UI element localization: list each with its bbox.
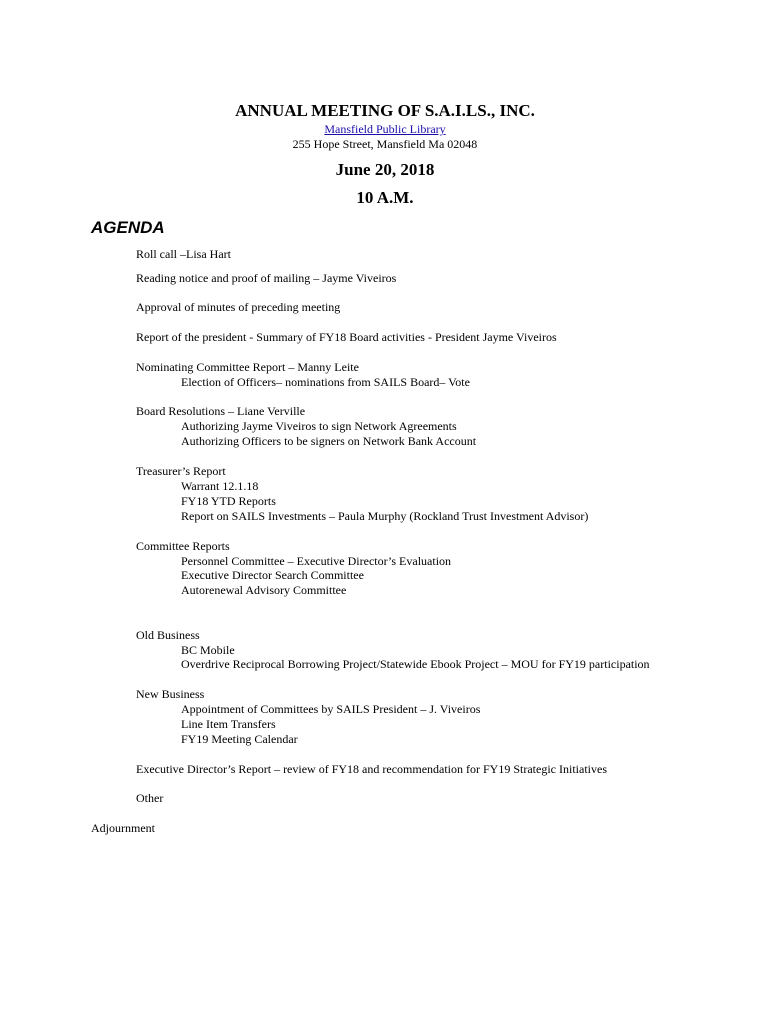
item-roll-call: Roll call –Lisa Hart — [136, 247, 231, 261]
venue-address: 255 Hope Street, Mansfield Ma 02048 — [292, 137, 478, 151]
subitem-board-1: Authorizing Jayme Viveiros to sign Network Agreements — [181, 419, 457, 433]
venue-link[interactable]: Mansfield Public Library — [324, 122, 446, 136]
item-committee: Committee Reports — [136, 539, 230, 553]
item-other: Other — [136, 791, 164, 805]
item-president-report: Report of the president - Summary of FY18 Board activities - President Jayme Viveiros — [136, 330, 557, 344]
item-exec-report: Executive Director’s Report – review of FY18 and recommendation for FY19 Strategic Initiatives — [136, 762, 607, 776]
item-treasurer: Treasurer’s Report — [136, 464, 226, 478]
item-adjournment: Adjournment — [91, 821, 155, 835]
subitem-treasurer-3: Report on SAILS Investments – Paula Murphy (Rockland Trust Investment Advisor) — [181, 509, 589, 523]
subitem-treasurer-2: FY18 YTD Reports — [181, 494, 276, 508]
item-approval-minutes: Approval of minutes of preceding meeting — [136, 300, 341, 314]
subitem-old-2: Overdrive Reciprocal Borrowing Project/Statewide Ebook Project – MOU for FY19 participation — [181, 657, 650, 671]
subitem-new-2: Line Item Transfers — [181, 717, 276, 731]
item-nominating: Nominating Committee Report – Manny Leite — [136, 360, 359, 374]
item-board-resolutions: Board Resolutions – Liane Verville — [136, 404, 306, 418]
item-old-business: Old Business — [136, 628, 200, 642]
subitem-committee-2: Executive Director Search Committee — [181, 568, 364, 582]
meeting-date: June 20, 2018 — [335, 160, 435, 179]
subitem-nominating: Election of Officers– nominations from SAILS Board– Vote — [181, 375, 470, 389]
subitem-committee-3: Autorenewal Advisory Committee — [181, 583, 347, 597]
subitem-committee-1: Personnel Committee – Executive Director’s Evaluation — [181, 554, 452, 568]
agenda-heading: AGENDA — [91, 218, 165, 237]
meeting-time: 10 A.M. — [356, 188, 414, 207]
subitem-new-3: FY19 Meeting Calendar — [181, 732, 298, 746]
meeting-title: ANNUAL MEETING OF S.A.I.LS., INC. — [235, 101, 535, 120]
subitem-board-2: Authorizing Officers to be signers on Network Bank Account — [181, 434, 477, 448]
subitem-new-1: Appointment of Committees by SAILS President – J. Viveiros — [181, 702, 481, 716]
item-reading-notice: Reading notice and proof of mailing – Jayme Viveiros — [136, 271, 397, 285]
item-new-business: New Business — [136, 687, 205, 701]
subitem-treasurer-1: Warrant 12.1.18 — [181, 479, 259, 493]
subitem-old-1: BC Mobile — [181, 643, 235, 657]
